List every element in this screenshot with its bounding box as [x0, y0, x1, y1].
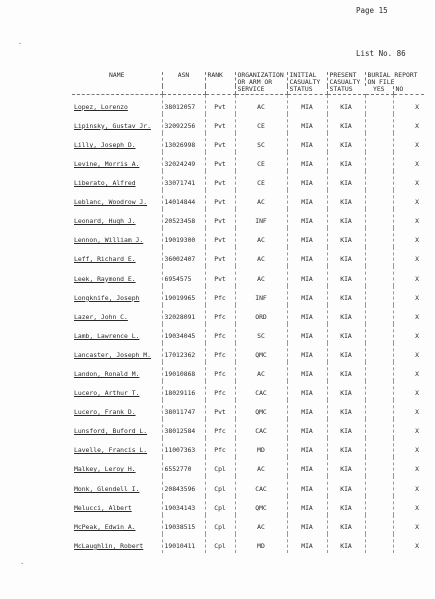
organization-cell: CE	[235, 152, 287, 171]
casualty-table	[72, 72, 424, 553]
asn-cell: 6552770	[162, 457, 205, 476]
initial-status-cell: MIA	[287, 305, 327, 324]
asn-cell: 20843596	[162, 476, 205, 495]
burial-no-cell: X	[393, 133, 424, 152]
name-cell: Lucero, Arthur T.	[74, 389, 140, 398]
name-cell: Leblanc, Woodrow J.	[74, 198, 148, 207]
asn-cell: 13026998	[162, 133, 205, 152]
rank-cell: Pfc	[205, 343, 235, 362]
margin-mark: ·	[18, 40, 23, 48]
burial-yes-cell	[365, 94, 393, 114]
organization-cell: CE	[235, 114, 287, 133]
rank-cell: Pfc	[205, 419, 235, 438]
asn-cell: 38011747	[162, 400, 205, 419]
table-row	[72, 419, 424, 438]
rank-cell: Pvt	[205, 247, 235, 266]
name-cell: Malkey, Leroy H.	[74, 465, 136, 474]
initial-status-cell: MIA	[287, 94, 327, 114]
table-row	[72, 324, 424, 343]
initial-status-cell: MIA	[287, 457, 327, 476]
table-row	[72, 171, 424, 190]
name-cell: Leek, Raymond E.	[74, 274, 136, 283]
burial-yes-cell	[365, 286, 393, 305]
asn-cell: 19034045	[162, 324, 205, 343]
margin-mark: ·	[20, 560, 25, 568]
table-row	[72, 209, 424, 228]
name-cell: Lavelle, Francis L.	[74, 446, 148, 455]
rank-cell: Pvt	[205, 400, 235, 419]
name-cell: Lennon, William J.	[74, 236, 144, 245]
present-status-cell: KIA	[327, 209, 365, 228]
organization-cell: INF	[235, 286, 287, 305]
asn-cell: 38012584	[162, 419, 205, 438]
initial-status-cell: MIA	[287, 476, 327, 495]
name-cell: Landon, Ronald M.	[74, 370, 140, 379]
header-initial-status: INITIAL CASUALTY STATUS	[287, 72, 327, 94]
asn-cell: 32092256	[162, 114, 205, 133]
present-status-cell: KIA	[327, 381, 365, 400]
organization-cell: CAC	[235, 419, 287, 438]
rank-cell: Pvt	[205, 266, 235, 285]
organization-cell: AC	[235, 94, 287, 114]
organization-cell: AC	[235, 457, 287, 476]
rank-cell: Pvt	[205, 133, 235, 152]
name-cell: Lopez, Lorenzo	[74, 102, 128, 111]
burial-yes-cell	[365, 114, 393, 133]
initial-status-cell: MIA	[287, 381, 327, 400]
asn-cell: 19034143	[162, 496, 205, 515]
name-cell: Lamb, Lawrence L.	[74, 331, 140, 340]
organization-cell: AC	[235, 190, 287, 209]
header-asn: ASN	[162, 72, 205, 94]
present-status-cell: KIA	[327, 171, 365, 190]
organization-cell: INF	[235, 209, 287, 228]
present-status-cell: KIA	[327, 496, 365, 515]
header-yes: YES	[365, 86, 393, 94]
initial-status-cell: MIA	[287, 209, 327, 228]
header-name: NAME	[72, 72, 162, 94]
burial-no-cell: X	[393, 171, 424, 190]
table-row	[72, 534, 424, 553]
burial-no-cell: X	[393, 286, 424, 305]
organization-cell: AC	[235, 266, 287, 285]
burial-yes-cell	[365, 209, 393, 228]
name-cell: Longknife, Joseph	[74, 293, 140, 302]
present-status-cell: KIA	[327, 133, 365, 152]
organization-cell: MD	[235, 534, 287, 553]
burial-yes-cell	[365, 305, 393, 324]
rank-cell: Pvt	[205, 152, 235, 171]
name-cell: Lancaster, Joseph M.	[74, 350, 151, 359]
initial-status-cell: MIA	[287, 324, 327, 343]
burial-yes-cell	[365, 381, 393, 400]
table-row	[72, 286, 424, 305]
header-burial-report: BURIAL REPORT ON FILE	[365, 72, 424, 86]
present-status-cell: KIA	[327, 228, 365, 247]
asn-cell: 36002407	[162, 247, 205, 266]
organization-cell: CAC	[235, 381, 287, 400]
burial-no-cell: X	[393, 438, 424, 457]
name-cell: McPeak, Edwin A.	[74, 522, 136, 531]
initial-status-cell: MIA	[287, 534, 327, 553]
asn-cell: 19010868	[162, 362, 205, 381]
burial-yes-cell	[365, 476, 393, 495]
burial-no-cell: X	[393, 152, 424, 171]
rank-cell: Pvt	[205, 209, 235, 228]
name-cell: Leonard, Hugh J.	[74, 217, 136, 226]
present-status-cell: KIA	[327, 324, 365, 343]
header-row	[72, 72, 424, 86]
table-row	[72, 438, 424, 457]
present-status-cell: KIA	[327, 114, 365, 133]
initial-status-cell: MIA	[287, 190, 327, 209]
table-row	[72, 114, 424, 133]
present-status-cell: KIA	[327, 190, 365, 209]
name-cell: Melucci, Albert	[74, 503, 132, 512]
present-status-cell: KIA	[327, 419, 365, 438]
present-status-cell: KIA	[327, 266, 365, 285]
header-organization: ORGANIZATION OR ARM OR SERVICE	[235, 72, 287, 94]
table-row	[72, 362, 424, 381]
organization-cell: AC	[235, 362, 287, 381]
asn-cell: 38012057	[162, 94, 205, 114]
table-row	[72, 228, 424, 247]
present-status-cell: KIA	[327, 94, 365, 114]
rank-cell: Pfc	[205, 381, 235, 400]
rank-cell: Pfc	[205, 438, 235, 457]
present-status-cell: KIA	[327, 286, 365, 305]
name-cell: Lunsford, Buford L.	[74, 427, 148, 436]
burial-no-cell: X	[393, 94, 424, 114]
burial-no-cell: X	[393, 457, 424, 476]
table-row	[72, 457, 424, 476]
initial-status-cell: MIA	[287, 171, 327, 190]
rank-cell: Pvt	[205, 228, 235, 247]
name-cell: Leff, Richard E.	[74, 255, 136, 264]
name-cell: Lipinsky, Gustav Jr.	[74, 121, 151, 130]
rank-cell: Cpl	[205, 476, 235, 495]
name-cell: Liberato, Alfred	[74, 179, 136, 188]
initial-status-cell: MIA	[287, 133, 327, 152]
organization-cell: SC	[235, 324, 287, 343]
burial-yes-cell	[365, 496, 393, 515]
asn-cell: 17012362	[162, 343, 205, 362]
organization-cell: QMC	[235, 496, 287, 515]
initial-status-cell: MIA	[287, 114, 327, 133]
table-row	[72, 190, 424, 209]
table-row	[72, 515, 424, 534]
asn-cell: 18029116	[162, 381, 205, 400]
initial-status-cell: MIA	[287, 266, 327, 285]
rank-cell: Cpl	[205, 534, 235, 553]
present-status-cell: KIA	[327, 438, 365, 457]
asn-cell: 6954575	[162, 266, 205, 285]
table-body	[72, 94, 424, 553]
table-row	[72, 152, 424, 171]
table-row	[72, 94, 424, 114]
organization-cell: ORD	[235, 305, 287, 324]
burial-yes-cell	[365, 324, 393, 343]
table-row	[72, 305, 424, 324]
initial-status-cell: MIA	[287, 362, 327, 381]
name-cell: Lucero, Frank D.	[74, 408, 136, 417]
burial-yes-cell	[365, 457, 393, 476]
header-no: NO	[393, 86, 424, 94]
asn-cell: 14014844	[162, 190, 205, 209]
present-status-cell: KIA	[327, 534, 365, 553]
present-status-cell: KIA	[327, 476, 365, 495]
rank-cell: Cpl	[205, 515, 235, 534]
asn-cell: 20523458	[162, 209, 205, 228]
burial-no-cell: X	[393, 476, 424, 495]
burial-no-cell: X	[393, 362, 424, 381]
burial-yes-cell	[365, 133, 393, 152]
organization-cell: AC	[235, 247, 287, 266]
organization-cell: SC	[235, 133, 287, 152]
asn-cell: 32024249	[162, 152, 205, 171]
initial-status-cell: MIA	[287, 419, 327, 438]
asn-cell: 19010411	[162, 534, 205, 553]
organization-cell: MD	[235, 438, 287, 457]
organization-cell: AC	[235, 228, 287, 247]
initial-status-cell: MIA	[287, 228, 327, 247]
initial-status-cell: MIA	[287, 343, 327, 362]
rank-cell: Cpl	[205, 457, 235, 476]
burial-no-cell: X	[393, 496, 424, 515]
rank-cell: Pvt	[205, 171, 235, 190]
burial-no-cell: X	[393, 419, 424, 438]
burial-yes-cell	[365, 400, 393, 419]
present-status-cell: KIA	[327, 457, 365, 476]
burial-yes-cell	[365, 362, 393, 381]
burial-no-cell: X	[393, 247, 424, 266]
rank-cell: Pfc	[205, 286, 235, 305]
initial-status-cell: MIA	[287, 438, 327, 457]
table-row	[72, 247, 424, 266]
asn-cell: 19019300	[162, 228, 205, 247]
header-present-status: PRESENT CASUALTY STATUS	[327, 72, 365, 94]
burial-yes-cell	[365, 343, 393, 362]
initial-status-cell: MIA	[287, 496, 327, 515]
rank-cell: Pvt	[205, 190, 235, 209]
burial-no-cell: X	[393, 400, 424, 419]
burial-yes-cell	[365, 419, 393, 438]
list-number: List No. 86	[356, 49, 406, 58]
organization-cell: QMC	[235, 343, 287, 362]
burial-no-cell: X	[393, 381, 424, 400]
organization-cell: CAC	[235, 476, 287, 495]
burial-no-cell: X	[393, 343, 424, 362]
initial-status-cell: MIA	[287, 515, 327, 534]
present-status-cell: KIA	[327, 515, 365, 534]
burial-yes-cell	[365, 247, 393, 266]
organization-cell: AC	[235, 515, 287, 534]
burial-no-cell: X	[393, 324, 424, 343]
name-cell: Lazer, John C.	[74, 312, 128, 321]
burial-yes-cell	[365, 228, 393, 247]
burial-no-cell: X	[393, 114, 424, 133]
asn-cell: 11007363	[162, 438, 205, 457]
initial-status-cell: MIA	[287, 152, 327, 171]
table-row	[72, 133, 424, 152]
name-cell: McLaughlin, Robert	[74, 541, 144, 550]
burial-yes-cell	[365, 534, 393, 553]
rank-cell: Pvt	[205, 94, 235, 114]
name-cell: Monk, Glendell I.	[74, 484, 140, 493]
table-row	[72, 476, 424, 495]
burial-yes-cell	[365, 266, 393, 285]
table-row	[72, 496, 424, 515]
burial-no-cell: X	[393, 534, 424, 553]
burial-yes-cell	[365, 152, 393, 171]
table-row	[72, 266, 424, 285]
rank-cell: Pfc	[205, 324, 235, 343]
organization-cell: QMC	[235, 400, 287, 419]
rank-cell: Pvt	[205, 114, 235, 133]
initial-status-cell: MIA	[287, 286, 327, 305]
table-row	[72, 400, 424, 419]
present-status-cell: KIA	[327, 305, 365, 324]
rank-cell: Cpl	[205, 496, 235, 515]
name-cell: Levine, Morris A.	[74, 159, 140, 168]
rank-cell: Pfc	[205, 305, 235, 324]
asn-cell: 33071741	[162, 171, 205, 190]
burial-no-cell: X	[393, 305, 424, 324]
page-number: Page 15	[356, 6, 388, 15]
asn-cell: 32028091	[162, 305, 205, 324]
present-status-cell: KIA	[327, 152, 365, 171]
asn-cell: 19019965	[162, 286, 205, 305]
rank-cell: Pfc	[205, 362, 235, 381]
present-status-cell: KIA	[327, 343, 365, 362]
burial-no-cell: X	[393, 228, 424, 247]
burial-yes-cell	[365, 515, 393, 534]
initial-status-cell: MIA	[287, 247, 327, 266]
burial-no-cell: X	[393, 190, 424, 209]
table-row	[72, 381, 424, 400]
initial-status-cell: MIA	[287, 400, 327, 419]
burial-no-cell: X	[393, 515, 424, 534]
name-cell: Lilly, Joseph D.	[74, 140, 136, 149]
present-status-cell: KIA	[327, 247, 365, 266]
present-status-cell: KIA	[327, 400, 365, 419]
burial-no-cell: X	[393, 266, 424, 285]
header-rank: RANK	[205, 72, 235, 94]
table-row	[72, 343, 424, 362]
asn-cell: 19038515	[162, 515, 205, 534]
present-status-cell: KIA	[327, 362, 365, 381]
burial-yes-cell	[365, 171, 393, 190]
burial-no-cell: X	[393, 209, 424, 228]
burial-yes-cell	[365, 438, 393, 457]
organization-cell: CE	[235, 171, 287, 190]
burial-yes-cell	[365, 190, 393, 209]
